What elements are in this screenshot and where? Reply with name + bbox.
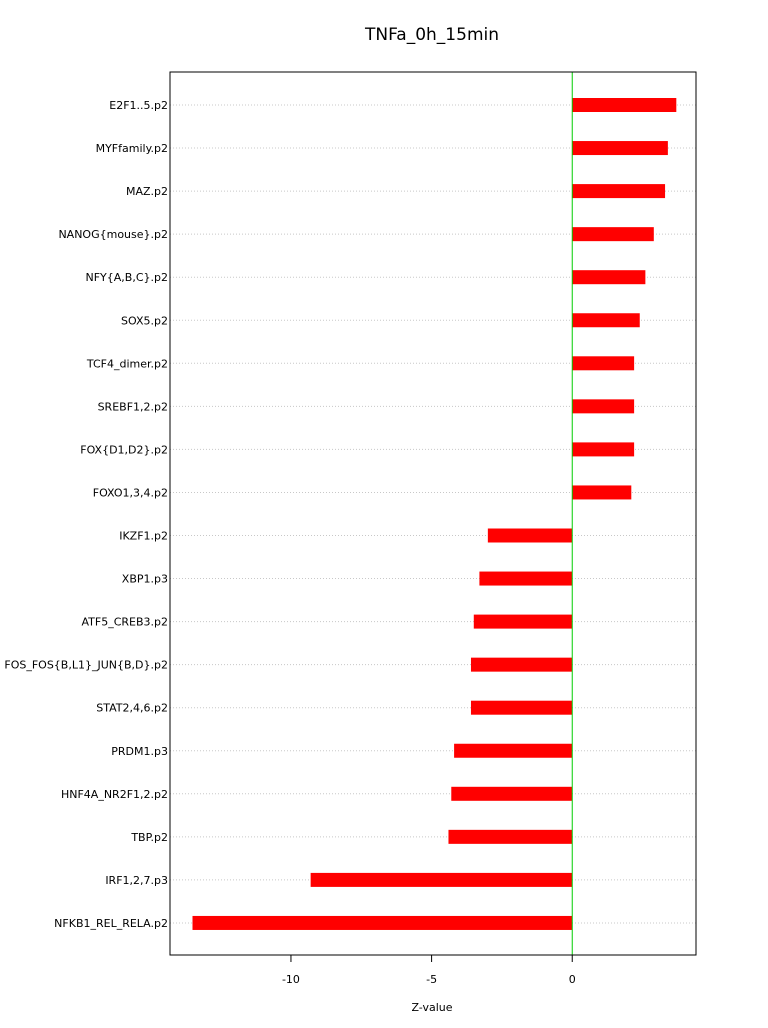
x-axis: [282, 955, 576, 986]
bar: [448, 830, 572, 844]
bar: [572, 313, 640, 327]
bar: [451, 787, 572, 801]
y-tick-label: MYFfamily.p2: [95, 142, 168, 156]
y-tick-label: FOX{D1,D2}.p2: [80, 443, 168, 457]
y-tick-label: HNF4A_NR2F1,2.p2: [60, 787, 168, 801]
y-tick-label: E2F1..5.p2: [109, 99, 168, 112]
x-tick-label: -10: [281, 973, 300, 986]
y-tick-label: TBP.p2: [131, 830, 168, 844]
bar: [471, 658, 572, 672]
y-tick-label: NFY{A,B,C}.p2: [85, 271, 168, 285]
x-tick-label: 0: [568, 973, 576, 986]
y-tick-label: MAZ.p2: [125, 185, 168, 199]
bar: [193, 916, 573, 930]
x-tick-label: -5: [426, 973, 438, 986]
bar: [311, 873, 573, 887]
chart-title: TNFa_0h_15min: [364, 25, 500, 45]
y-tick-label: STAT2,4,6.p2: [96, 701, 168, 715]
bar: [572, 98, 676, 112]
y-tick-label: SOX5.p2: [121, 314, 168, 328]
bar: [474, 615, 572, 629]
y-tick-label: XBP1.p3: [121, 572, 168, 586]
y-tick-label: IKZF1.p2: [119, 529, 168, 543]
y-tick-label: NFKB1_REL_RELA.p2: [54, 916, 168, 930]
bars: [193, 98, 677, 930]
y-tick-label: PRDM1.p3: [111, 744, 168, 758]
bar: [572, 442, 634, 456]
bar: [572, 399, 634, 413]
y-tick-label: IRF1,2,7.p3: [105, 873, 168, 887]
y-tick-label: SREBF1,2.p2: [97, 400, 168, 414]
x-axis-label: Z-value: [411, 1001, 453, 1014]
bar: [572, 485, 631, 499]
bar: [572, 356, 634, 370]
bar: [572, 270, 645, 284]
y-tick-label: TCF4_dimer.p2: [86, 357, 168, 371]
bar: [572, 141, 668, 155]
bar: [572, 184, 665, 198]
y-tick-label: FOXO1,3,4.p2: [92, 486, 168, 500]
bar: [572, 227, 654, 241]
bar: [471, 701, 572, 715]
plot-frame: [170, 72, 696, 955]
y-tick-label: ATF5_CREB3.p2: [81, 615, 168, 629]
y-tick-labels: [4, 99, 168, 930]
bar: [454, 744, 572, 758]
bar: [479, 572, 572, 586]
bar: [488, 529, 572, 543]
y-tick-label: NANOG{mouse}.p2: [58, 228, 168, 242]
y-tick-label: FOS_FOS{B,L1}_JUN{B,D}.p2: [4, 658, 168, 672]
